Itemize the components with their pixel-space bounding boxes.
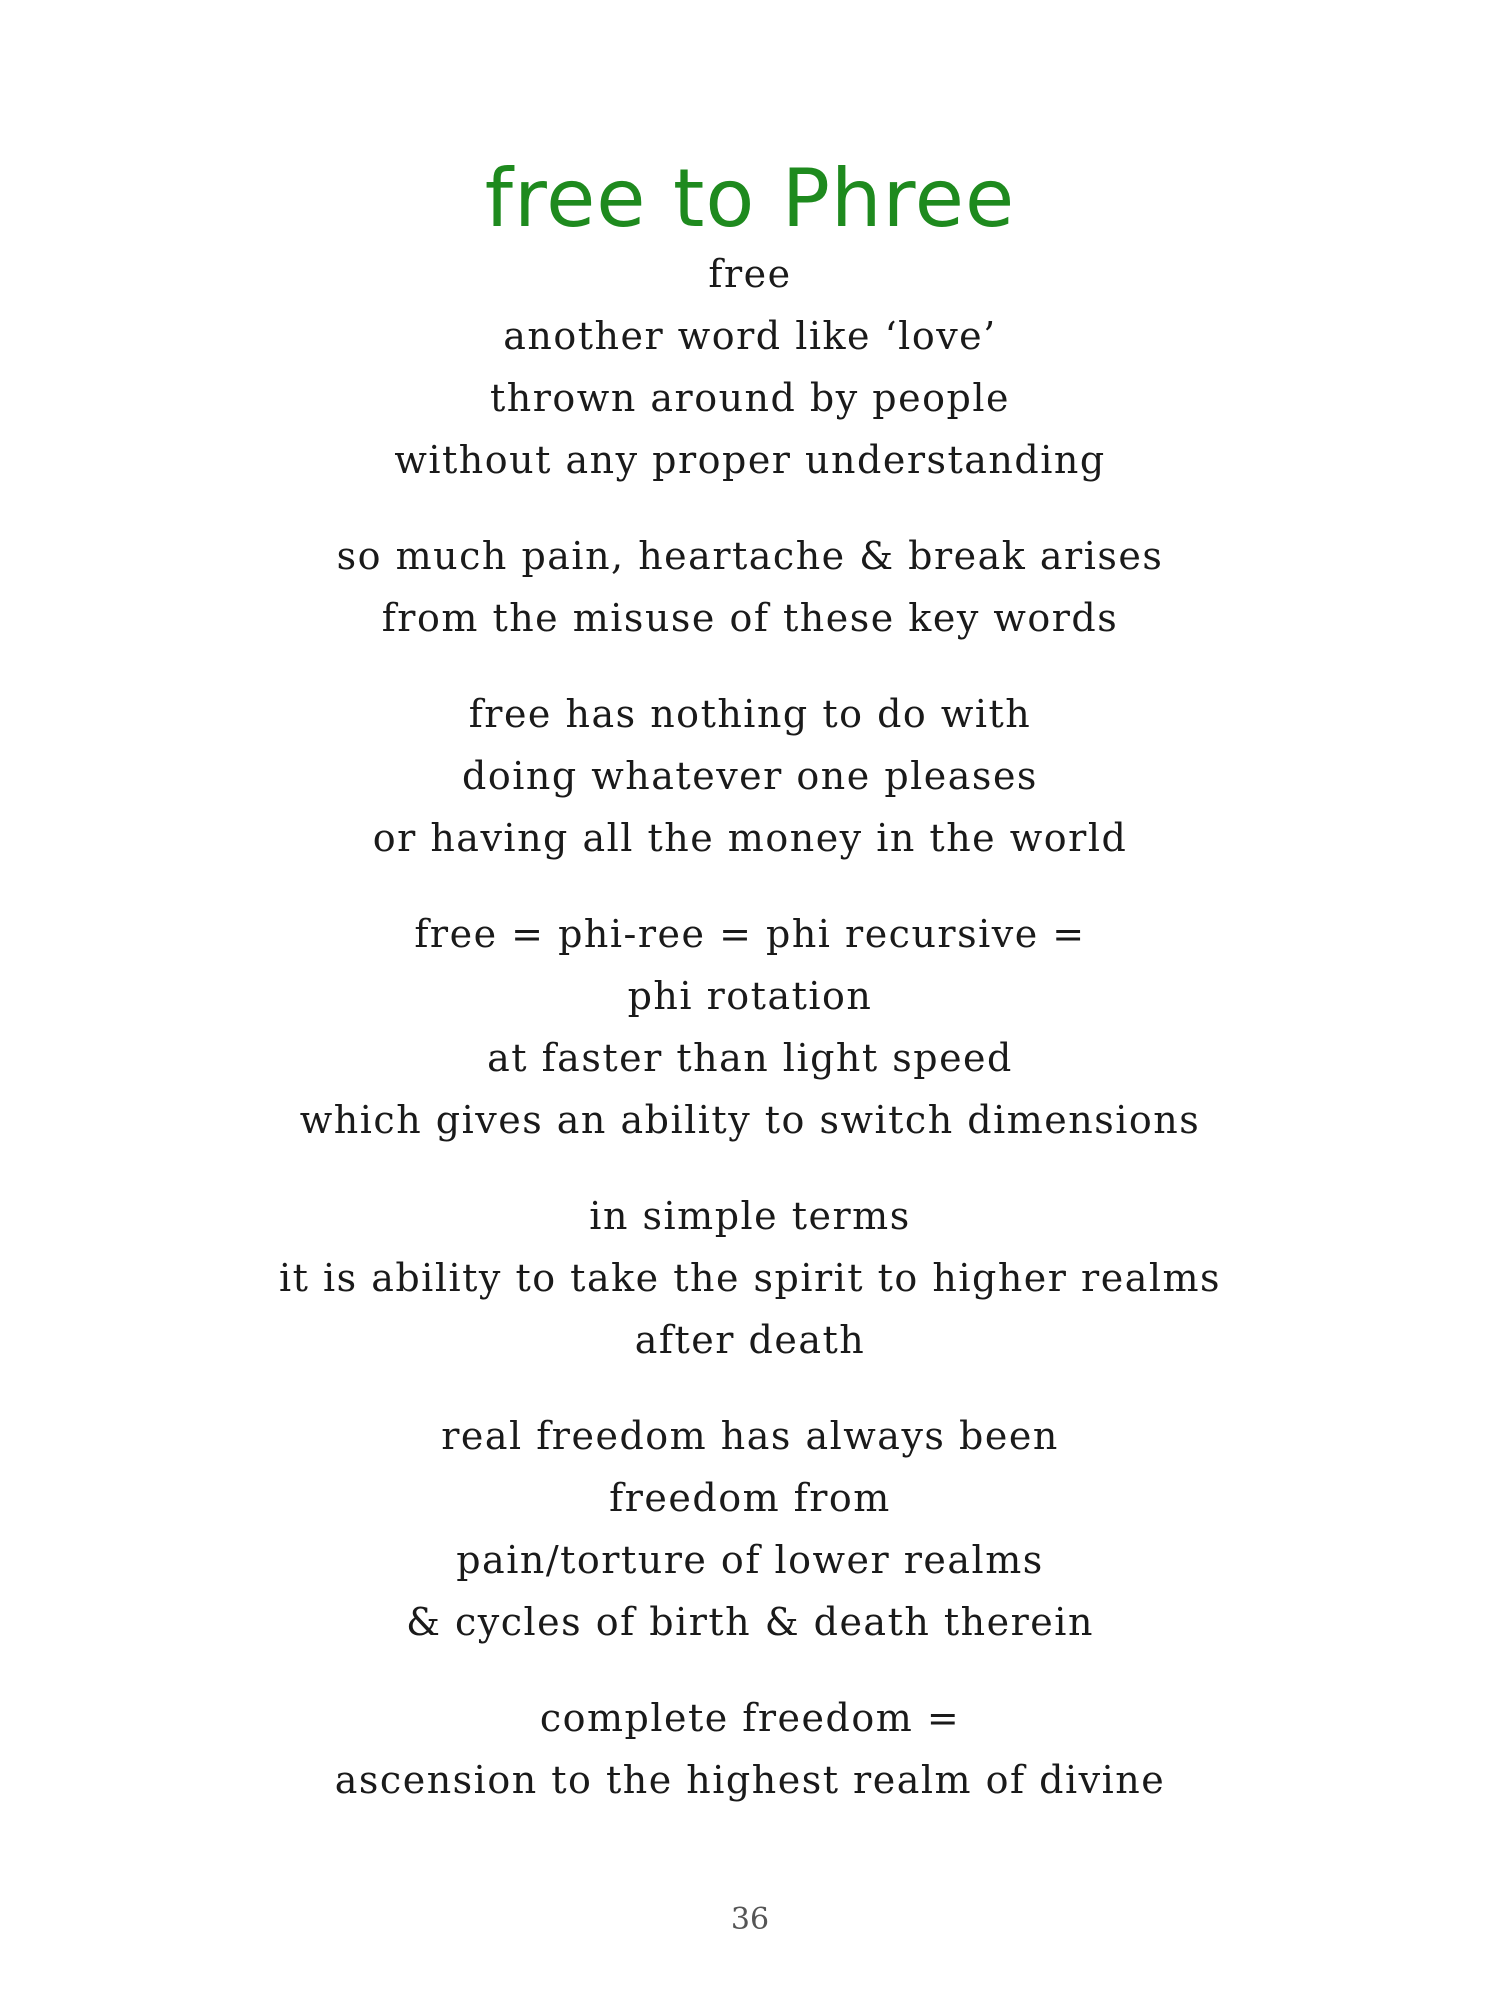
poem-line: phi rotation — [627, 974, 873, 1018]
poem-line: free = phi-ree = phi recursive = — [414, 912, 1086, 956]
poem-line: thrown around by people — [490, 376, 1010, 420]
poem-line: another word like ‘love’ — [503, 314, 997, 358]
poem-line: free has nothing to do with — [468, 692, 1032, 736]
poem-line: so much pain, heartache & break arises — [336, 534, 1164, 578]
poem-line: it is ability to take the spirit to higher realms — [278, 1256, 1222, 1300]
stanza — [0, 243, 1500, 491]
poem-line: free — [708, 252, 792, 296]
page-title: free to Phree — [484, 151, 1016, 245]
stanza — [0, 683, 1500, 869]
stanza — [0, 1687, 1500, 1811]
poem-line: from the misuse of these key words — [381, 596, 1119, 640]
poem-line: real freedom has always been — [441, 1414, 1059, 1458]
poem-line: or having all the money in the world — [372, 816, 1128, 860]
poem-line: at faster than light speed — [487, 1036, 1013, 1080]
poem-line: freedom from — [609, 1476, 891, 1520]
stanza — [0, 1185, 1500, 1371]
stanza — [0, 903, 1500, 1151]
poem-line: without any proper understanding — [394, 438, 1106, 482]
poem-line: & cycles of birth & death therein — [406, 1600, 1094, 1644]
poem-line: ascension to the highest realm of divine — [334, 1758, 1166, 1802]
poem-line: in simple terms — [589, 1194, 911, 1238]
poem-line: which gives an ability to switch dimensions — [299, 1098, 1201, 1142]
poem-line: pain/torture of lower realms — [456, 1538, 1044, 1582]
page-number: 36 — [730, 1902, 770, 1937]
poem — [0, 243, 1500, 1845]
stanza — [0, 525, 1500, 649]
poem-line: after death — [634, 1318, 866, 1362]
poem-line: doing whatever one pleases — [462, 754, 1038, 798]
stanza — [0, 1405, 1500, 1653]
poem-line: complete freedom = — [539, 1696, 961, 1740]
